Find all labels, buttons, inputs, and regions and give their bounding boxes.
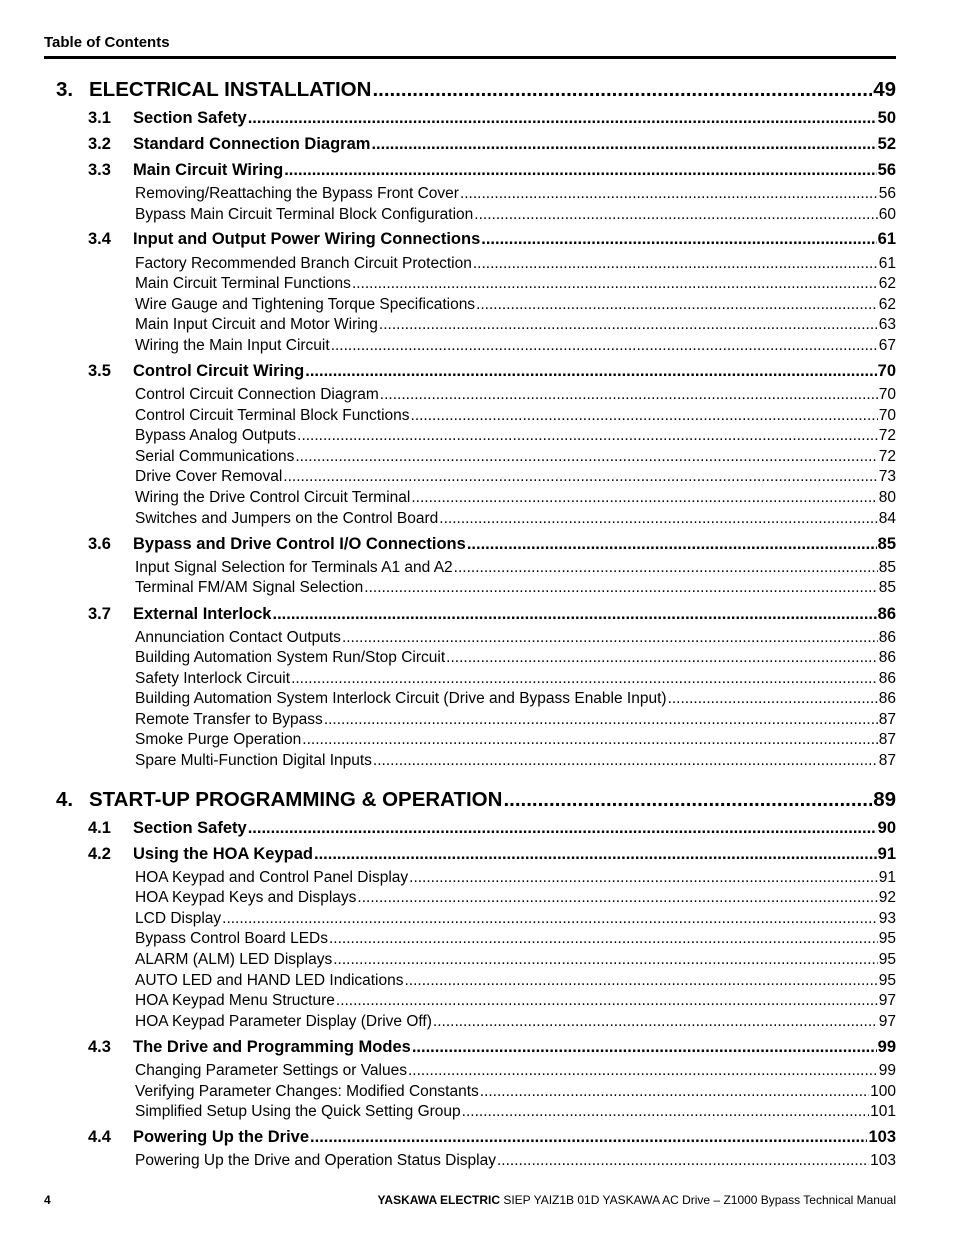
toc-subsection-entry-title: Factory Recommended Branch Circuit Protection xyxy=(135,255,472,272)
toc-subsection-entry[interactable] xyxy=(135,558,896,578)
toc-chapter-entry[interactable] xyxy=(56,76,896,104)
toc-subsection-entry-title: Smoke Purge Operation xyxy=(135,731,302,748)
toc-section-entry-page: 70 xyxy=(877,362,896,380)
toc-section-entry-page: 86 xyxy=(877,605,896,623)
toc-section-entry-number: 4.3 xyxy=(88,1038,111,1056)
dot-leader xyxy=(314,843,877,865)
toc-subsection-entry[interactable] xyxy=(135,274,896,294)
toc-section-entry[interactable] xyxy=(88,817,896,839)
toc-subsection-entry-page: 85 xyxy=(878,559,896,576)
toc-section-entry-title: Control Circuit Wiring xyxy=(133,362,305,380)
toc-subsection-entry-page: 99 xyxy=(878,1062,896,1079)
footer-manual-title: SIEP YAIZ1B 01D YASKAWA AC Drive – Z1000 Bypass Technical Manual xyxy=(503,1193,896,1207)
toc-subsection-entry-title: Simplified Setup Using the Quick Setting Group xyxy=(135,1103,461,1120)
dot-leader xyxy=(380,385,878,405)
toc-subsection-entry-page: 70 xyxy=(878,407,896,424)
toc-subsection-entry[interactable] xyxy=(135,509,896,529)
dot-leader xyxy=(460,184,878,204)
toc-subsection-entry[interactable] xyxy=(135,1151,896,1171)
toc-subsection-entry-title: Main Input Circuit and Motor Wiring xyxy=(135,316,378,333)
toc-subsection-entry-title: Safety Interlock Circuit xyxy=(135,670,291,687)
toc-subsection-entry-title: Verifying Parameter Changes: Modified Constants xyxy=(135,1083,479,1100)
dot-leader xyxy=(364,578,877,598)
toc-subsection-entry-page: 73 xyxy=(878,468,896,485)
toc-section-entry-number: 4.1 xyxy=(88,819,111,837)
toc-subsection-entry-title: Bypass Analog Outputs xyxy=(135,427,297,444)
toc-section-entry-page: 85 xyxy=(877,535,896,553)
toc-subsection-entry-title: Building Automation System Run/Stop Circuit xyxy=(135,649,446,666)
toc-subsection-entry-page: 95 xyxy=(878,951,896,968)
dot-leader xyxy=(481,228,876,250)
dot-leader xyxy=(474,205,877,225)
dot-leader xyxy=(305,360,876,382)
dot-leader xyxy=(446,648,878,668)
toc-subsection-entry[interactable] xyxy=(135,669,896,689)
toc-subsection-entry[interactable] xyxy=(135,467,896,487)
footer-brand: YASKAWA ELECTRIC xyxy=(377,1193,500,1207)
dot-leader xyxy=(411,406,878,426)
toc-subsection-entry[interactable] xyxy=(135,295,896,315)
toc-subsection-entry-title: Control Circuit Connection Diagram xyxy=(135,386,379,403)
dot-leader xyxy=(324,710,878,730)
toc-subsection-entry[interactable] xyxy=(135,205,896,225)
toc-subsection-entry[interactable] xyxy=(135,406,896,426)
dot-leader xyxy=(454,558,878,578)
dot-leader xyxy=(371,133,876,155)
toc-chapter-entry-page: 89 xyxy=(873,788,896,811)
toc-subsection-entry-title: Removing/Reattaching the Bypass Front Cover xyxy=(135,185,459,202)
toc-subsection-entry[interactable] xyxy=(135,648,896,668)
toc-subsection-entry-title: Control Circuit Terminal Block Functions xyxy=(135,407,410,424)
dot-leader xyxy=(408,1061,878,1081)
dot-leader xyxy=(372,76,872,104)
dot-leader xyxy=(473,254,878,274)
toc-section-entry-title: Input and Output Power Wiring Connections xyxy=(133,230,481,248)
toc-subsection-entry[interactable] xyxy=(135,971,896,991)
toc-subsection-entry-page: 72 xyxy=(878,448,896,465)
dot-leader xyxy=(412,1036,877,1058)
toc-section-entry[interactable] xyxy=(88,603,896,625)
toc-subsection-entry[interactable] xyxy=(135,184,896,204)
dot-leader xyxy=(248,107,877,129)
toc-subsection-entry-title: Wiring the Drive Control Circuit Terminal xyxy=(135,489,411,506)
toc-subsection-entry-page: 62 xyxy=(878,275,896,292)
toc-subsection-entry[interactable] xyxy=(135,950,896,970)
toc-subsection-entry-page: 80 xyxy=(878,489,896,506)
footer-text xyxy=(378,1192,896,1208)
toc-section-entry-page: 56 xyxy=(877,161,896,179)
dot-leader xyxy=(497,1151,869,1171)
dot-leader xyxy=(352,274,878,294)
toc-subsection-entry-title: Switches and Jumpers on the Control Board xyxy=(135,510,439,527)
toc-subsection-entry[interactable] xyxy=(135,1012,896,1032)
dot-leader xyxy=(302,730,877,750)
toc-subsection-entry-title: Spare Multi-Function Digital Inputs xyxy=(135,752,372,769)
toc-subsection-entry-page: 91 xyxy=(878,869,896,886)
toc-section-entry-title: Bypass and Drive Control I/O Connections xyxy=(133,535,466,553)
toc-subsection-entry-title: Terminal FM/AM Signal Selection xyxy=(135,579,364,596)
toc-section-entry-title: Standard Connection Diagram xyxy=(133,135,371,153)
toc-section-entry-page: 50 xyxy=(877,109,896,127)
toc-subsection-entry-page: 95 xyxy=(878,930,896,947)
toc-section-entry-title: Using the HOA Keypad xyxy=(133,845,313,863)
toc-subsection-entry-page: 70 xyxy=(878,386,896,403)
toc-section-entry-number: 3.3 xyxy=(88,161,111,179)
toc-section-entry-number: 3.2 xyxy=(88,135,111,153)
toc-subsection-entry[interactable] xyxy=(135,909,896,929)
toc-subsection-entry-page: 93 xyxy=(878,910,896,927)
toc-section-entry-page: 99 xyxy=(877,1038,896,1056)
toc-chapter-entry-page: 49 xyxy=(873,78,896,101)
toc-subsection-entry-page: 100 xyxy=(870,1083,896,1100)
toc-section-entry-title: The Drive and Programming Modes xyxy=(133,1038,411,1056)
toc-subsection-entry[interactable] xyxy=(135,1082,896,1102)
toc-section-entry[interactable] xyxy=(88,843,896,865)
toc-section-entry[interactable] xyxy=(88,533,896,555)
toc-section-entry-number: 4.4 xyxy=(88,1128,111,1146)
toc-subsection-entry[interactable] xyxy=(135,488,896,508)
toc-subsection-entry-title: AUTO LED and HAND LED Indications xyxy=(135,972,404,989)
toc-subsection-entry-page: 61 xyxy=(878,255,896,272)
dot-leader xyxy=(467,533,877,555)
toc-subsection-entry-title: Changing Parameter Settings or Values xyxy=(135,1062,407,1079)
toc-subsection-entry-page: 67 xyxy=(878,337,896,354)
toc-section-entry-page: 52 xyxy=(877,135,896,153)
toc-section-entry-number: 3.7 xyxy=(88,605,111,623)
toc-subsection-entry[interactable] xyxy=(135,578,896,598)
dot-leader xyxy=(503,786,872,814)
dot-leader xyxy=(409,868,878,888)
toc-subsection-entry[interactable] xyxy=(135,628,896,648)
toc-subsection-entry-title: HOA Keypad and Control Panel Display xyxy=(135,869,409,886)
toc-section-entry-page: 90 xyxy=(877,819,896,837)
dot-leader xyxy=(331,336,878,356)
toc-subsection-entry-title: Input Signal Selection for Terminals A1 and A2 xyxy=(135,559,453,576)
toc-subsection-entry-title: Main Circuit Terminal Functions xyxy=(135,275,351,292)
toc-subsection-entry[interactable] xyxy=(135,751,896,771)
toc-subsection-entry-title: HOA Keypad Parameter Display (Drive Off) xyxy=(135,1013,432,1030)
toc-subsection-entry[interactable] xyxy=(135,254,896,274)
toc-section-entry[interactable] xyxy=(88,107,896,129)
running-header-title: Table of Contents xyxy=(44,34,170,51)
dot-leader xyxy=(297,426,878,446)
dot-leader xyxy=(411,488,877,508)
dot-leader xyxy=(291,669,878,689)
toc-subsection-entry-page: 86 xyxy=(878,670,896,687)
dot-leader xyxy=(283,467,877,487)
dot-leader xyxy=(336,991,878,1011)
toc-subsection-entry-page: 86 xyxy=(878,649,896,666)
toc-subsection-entry[interactable] xyxy=(135,385,896,405)
toc-section-entry-title: Main Circuit Wiring xyxy=(133,161,284,179)
toc-chapter-entry-title: ELECTRICAL INSTALLATION xyxy=(89,78,372,101)
toc-section-entry[interactable] xyxy=(88,159,896,181)
dot-leader xyxy=(222,909,878,929)
dot-leader xyxy=(310,1126,867,1148)
toc-section-entry-number: 3.4 xyxy=(88,230,111,248)
toc-subsection-entry-title: Serial Communications xyxy=(135,448,295,465)
dot-leader xyxy=(272,603,876,625)
dot-leader xyxy=(333,950,878,970)
toc-section-entry[interactable] xyxy=(88,1036,896,1058)
toc-subsection-entry-page: 56 xyxy=(878,185,896,202)
toc-section-entry-page: 61 xyxy=(877,230,896,248)
toc-section-entry-page: 91 xyxy=(877,845,896,863)
toc-section-entry-number: 3.5 xyxy=(88,362,111,380)
toc-section-entry-number: 3.6 xyxy=(88,535,111,553)
dot-leader xyxy=(405,971,878,991)
dot-leader xyxy=(433,1012,878,1032)
toc-section-entry-title: Section Safety xyxy=(133,819,247,837)
toc-subsection-entry-title: ALARM (ALM) LED Displays xyxy=(135,951,333,968)
toc-section-entry[interactable] xyxy=(88,1126,896,1148)
toc-subsection-entry[interactable] xyxy=(135,447,896,467)
toc-subsection-entry[interactable] xyxy=(135,1102,896,1122)
page-number: 4 xyxy=(44,1193,51,1207)
dot-leader xyxy=(462,1102,869,1122)
toc-subsection-entry-title: Powering Up the Drive and Operation Status Display xyxy=(135,1152,496,1169)
toc-subsection-entry-page: 84 xyxy=(878,510,896,527)
dot-leader xyxy=(248,817,877,839)
toc-subsection-entry[interactable] xyxy=(135,315,896,335)
toc-subsection-entry-title: LCD Display xyxy=(135,910,222,927)
toc-chapter-entry[interactable] xyxy=(56,786,896,814)
toc-subsection-entry-title: Building Automation System Interlock Circuit (Drive and Bypass Enable Input) xyxy=(135,690,667,707)
toc-subsection-entry-title: Wiring the Main Input Circuit xyxy=(135,337,330,354)
toc-section-entry[interactable] xyxy=(88,133,896,155)
dot-leader xyxy=(668,689,878,709)
dot-leader xyxy=(342,628,878,648)
toc-subsection-entry-title: Wire Gauge and Tightening Torque Specifications xyxy=(135,296,476,313)
toc-section-entry-title: External Interlock xyxy=(133,605,272,623)
toc-subsection-entry-title: Drive Cover Removal xyxy=(135,468,283,485)
toc-subsection-entry-page: 72 xyxy=(878,427,896,444)
dot-leader xyxy=(480,1082,869,1102)
toc-subsection-entry-title: HOA Keypad Keys and Displays xyxy=(135,889,357,906)
toc-subsection-entry[interactable] xyxy=(135,868,896,888)
toc-subsection-entry[interactable] xyxy=(135,888,896,908)
toc-subsection-entry-page: 87 xyxy=(878,711,896,728)
toc-subsection-entry-page: 103 xyxy=(870,1152,896,1169)
toc-subsection-entry-page: 62 xyxy=(878,296,896,313)
dot-leader xyxy=(295,447,877,467)
toc-subsection-entry[interactable] xyxy=(135,1061,896,1081)
toc-subsection-entry[interactable] xyxy=(135,730,896,750)
dot-leader xyxy=(284,159,876,181)
toc-subsection-entry[interactable] xyxy=(135,710,896,730)
toc-section-entry[interactable] xyxy=(88,360,896,382)
toc-chapter-entry-title: START-UP PROGRAMMING & OPERATION xyxy=(89,788,503,811)
toc-section-entry-number: 4.2 xyxy=(88,845,111,863)
toc-chapter-entry-number: 3. xyxy=(56,78,74,101)
dot-leader xyxy=(357,888,877,908)
toc-subsection-entry-page: 87 xyxy=(878,752,896,769)
toc-section-entry-number: 3.1 xyxy=(88,109,111,127)
toc-section-entry-title: Section Safety xyxy=(133,109,247,127)
toc-subsection-entry-page: 97 xyxy=(878,992,896,1009)
toc-subsection-entry-title: Annunciation Contact Outputs xyxy=(135,629,341,646)
toc-subsection-entry-page: 87 xyxy=(878,731,896,748)
toc-section-entry-page: 103 xyxy=(868,1128,896,1146)
dot-leader xyxy=(476,295,878,315)
toc-subsection-entry-title: HOA Keypad Menu Structure xyxy=(135,992,335,1009)
toc-subsection-entry-page: 97 xyxy=(878,1013,896,1030)
toc-subsection-entry-page: 86 xyxy=(878,690,896,707)
toc-subsection-entry-title: Remote Transfer to Bypass xyxy=(135,711,323,728)
toc-subsection-entry-page: 95 xyxy=(878,972,896,989)
toc-subsection-entry[interactable] xyxy=(135,929,896,949)
toc-subsection-entry-title: Bypass Main Circuit Terminal Block Configuration xyxy=(135,206,474,223)
toc-subsection-entry-page: 101 xyxy=(870,1103,896,1120)
dot-leader xyxy=(373,751,878,771)
toc-subsection-entry[interactable] xyxy=(135,991,896,1011)
toc-subsection-entry[interactable] xyxy=(135,426,896,446)
toc-subsection-entry-page: 60 xyxy=(878,206,896,223)
dot-leader xyxy=(439,509,877,529)
toc-subsection-entry-page: 92 xyxy=(878,889,896,906)
toc-subsection-entry[interactable] xyxy=(135,336,896,356)
toc-subsection-entry-page: 85 xyxy=(878,579,896,596)
toc-chapter-entry-number: 4. xyxy=(56,788,74,811)
toc-section-entry-title: Powering Up the Drive xyxy=(133,1128,310,1146)
toc-subsection-entry[interactable] xyxy=(135,689,896,709)
toc-subsection-entry-page: 63 xyxy=(878,316,896,333)
toc-section-entry[interactable] xyxy=(88,228,896,250)
toc-subsection-entry-page: 86 xyxy=(878,629,896,646)
toc-subsection-entry-title: Bypass Control Board LEDs xyxy=(135,930,328,947)
dot-leader xyxy=(329,929,878,949)
dot-leader xyxy=(379,315,878,335)
